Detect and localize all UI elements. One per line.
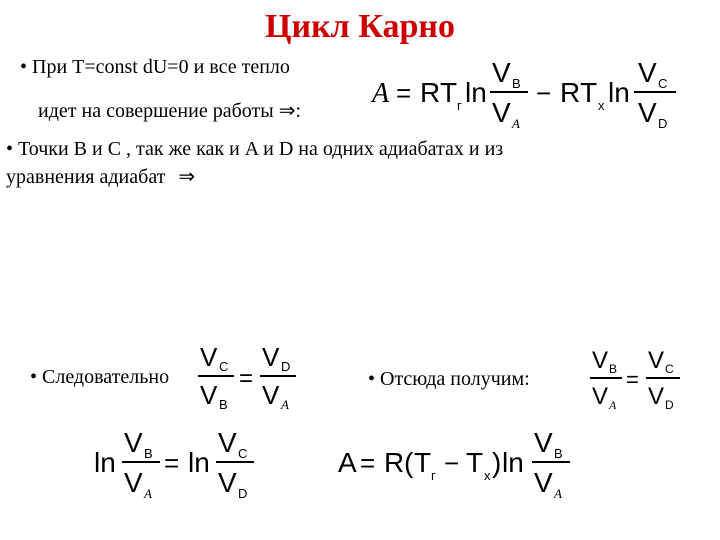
volume-symbol: V bbox=[262, 380, 280, 410]
hot-subscript: г bbox=[431, 468, 436, 483]
volume-symbol: V bbox=[218, 467, 237, 498]
subscript-b: B bbox=[512, 76, 521, 91]
minus-sign: − bbox=[444, 448, 460, 478]
volume-symbol: V bbox=[592, 347, 609, 374]
volume-symbol: V bbox=[124, 467, 143, 498]
log-ratio-equation bbox=[90, 424, 260, 510]
subscript-d: D bbox=[658, 116, 668, 131]
subscript-b: B bbox=[554, 446, 563, 461]
ln-operator: ln bbox=[188, 447, 210, 478]
temperature-symbol: T bbox=[440, 77, 458, 108]
subscript-a: A bbox=[281, 397, 289, 412]
hence-label bbox=[368, 368, 530, 391]
subscript-c: C bbox=[219, 359, 229, 374]
colon-mark: : bbox=[524, 368, 530, 390]
temperature-symbol: T bbox=[580, 77, 598, 108]
equals-sign: = bbox=[164, 448, 180, 478]
ln-operator: ln bbox=[465, 77, 487, 108]
final-work-formula bbox=[334, 424, 584, 510]
volume-symbol: V bbox=[200, 342, 218, 372]
subscript-a: A bbox=[609, 398, 617, 412]
minus-sign: − bbox=[536, 78, 552, 108]
volume-symbol: V bbox=[638, 57, 657, 88]
temperature-symbol: T bbox=[466, 447, 484, 478]
volume-symbol: V bbox=[492, 97, 511, 128]
colon-mark: : bbox=[295, 100, 302, 122]
left-paren: ( bbox=[404, 447, 414, 478]
gas-constant: R bbox=[560, 77, 581, 108]
subscript-b: B bbox=[609, 362, 618, 376]
therefore-label: • Следовательно bbox=[30, 366, 170, 388]
swapped-ratio-equation bbox=[588, 344, 688, 416]
subscript-b: B bbox=[144, 446, 153, 461]
temperature-symbol: T bbox=[414, 447, 432, 478]
gas-constant: R bbox=[384, 447, 405, 478]
volume-symbol: V bbox=[648, 383, 665, 410]
bullet-adiabats-text: уравнения адиабат bbox=[6, 166, 166, 188]
subscript-c: C bbox=[658, 76, 668, 91]
equals-sign: = bbox=[360, 448, 376, 478]
volume-symbol: V bbox=[262, 342, 280, 372]
equals-sign: = bbox=[396, 78, 412, 108]
volume-ratio-equation bbox=[194, 338, 304, 418]
bullet-isothermal-text: идет на совершение работы bbox=[38, 100, 274, 122]
implies-icon: ⇒ bbox=[278, 100, 296, 122]
subscript-b: B bbox=[219, 397, 228, 412]
gas-constant: R bbox=[420, 77, 441, 108]
hence-text: • Отсюда получим bbox=[368, 368, 525, 390]
subscript-a: A bbox=[144, 486, 152, 501]
subscript-d: D bbox=[665, 398, 674, 412]
ln-operator: ln bbox=[94, 447, 116, 478]
bullet-isothermal-line2 bbox=[38, 98, 301, 123]
cold-subscript: x bbox=[484, 468, 491, 483]
subscript-c: C bbox=[238, 446, 248, 461]
subscript-d: D bbox=[281, 359, 291, 374]
volume-symbol: V bbox=[638, 97, 657, 128]
volume-symbol: V bbox=[200, 380, 218, 410]
volume-symbol: V bbox=[124, 427, 143, 458]
ln-operator: ln bbox=[608, 77, 630, 108]
volume-symbol: V bbox=[534, 467, 553, 498]
bullet-adiabats-line1: • Точки B и C , так же как и A и D на одних адиабатах и из bbox=[6, 138, 504, 160]
volume-symbol: V bbox=[492, 57, 511, 88]
volume-symbol: V bbox=[592, 383, 609, 410]
implies-icon: ⇒ bbox=[178, 166, 196, 188]
volume-symbol: V bbox=[534, 427, 553, 458]
volume-symbol: V bbox=[648, 347, 665, 374]
work-symbol: A bbox=[372, 78, 390, 109]
subscript-c: C bbox=[665, 362, 674, 376]
slide-title: Цикл Карно bbox=[265, 8, 455, 45]
equals-sign: = bbox=[626, 367, 639, 392]
work-symbol: A bbox=[338, 447, 357, 478]
subscript-d: D bbox=[238, 486, 248, 501]
right-paren: ) bbox=[492, 447, 502, 478]
subscript-a: A bbox=[512, 116, 520, 131]
subscript-a: A bbox=[554, 486, 562, 501]
ln-operator: ln bbox=[502, 447, 524, 478]
bullet-adiabats-line2 bbox=[6, 164, 195, 189]
work-formula bbox=[368, 54, 698, 136]
hot-subscript: г bbox=[457, 98, 462, 113]
bullet-isothermal-line1: • При T=const dU=0 и все тепло bbox=[20, 56, 290, 78]
equals-sign: = bbox=[239, 365, 254, 392]
volume-symbol: V bbox=[218, 427, 237, 458]
cold-subscript: x bbox=[598, 98, 605, 113]
